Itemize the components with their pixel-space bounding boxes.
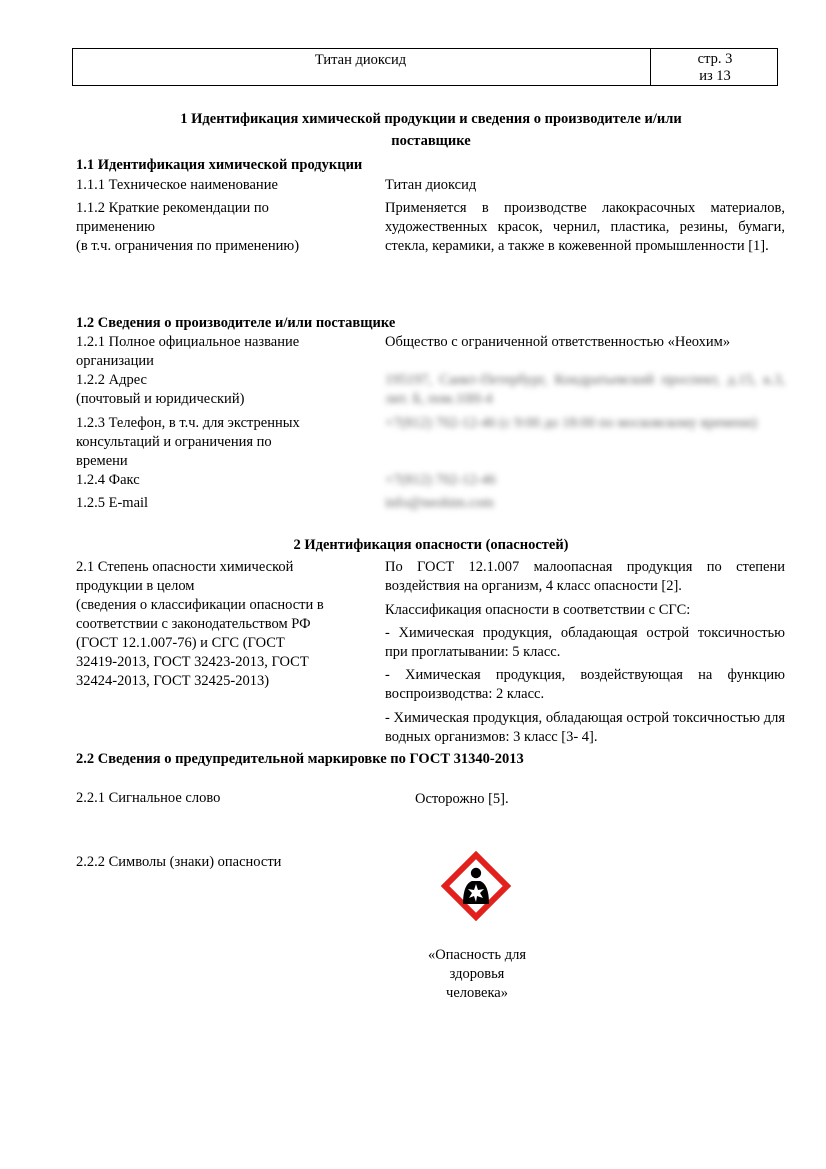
row-1-1-1-label: 1.1.1 Техническое наименование [76,177,278,193]
section1-title-line1: 1 Идентификация химической продукции и сведения о производителе и/или [180,111,682,127]
row-1-2-5-value: info@neohim.com [385,495,494,511]
row-2-2-1-label: 2.2.1 Сигнальное слово [76,790,221,806]
row-1-1-2-label [76,199,366,256]
row-2-1-label-line5: (ГОСТ 12.1.007-76) и СГС (ГОСТ [76,635,285,651]
pictogram-caption [412,946,542,1003]
pictogram-caption-line2: здоровья [449,966,505,982]
row-2-1-value-p5: - Химическая продукция, обладающая острой токсичностью для водных организмов: 3 класс [3- 4]. [385,710,785,745]
subsection-2-2-title: 2.2 Сведения о предупредительной маркировке по ГОСТ 31340-2013 [76,751,524,767]
row-2-1-value-p2: Классификация опасности в соответствии с СГС: [385,602,691,618]
pictogram-caption-line1: «Опасность для [427,947,527,963]
row-1-2-4-label: 1.2.4 Факс [76,472,140,488]
section1-title-line2: поставщике [391,133,471,149]
row-2-1-label-line7: 32424-2013, ГОСТ 32425-2013) [76,673,270,689]
row-2-1-label-line6: 32419-2013, ГОСТ 32423-2013, ГОСТ [76,654,309,670]
health-hazard-pictogram-icon [441,851,511,921]
row-2-1-value-p4: - Химическая продукция, воздействующая на функцию воспроизводства: 2 класс. [385,667,785,702]
row-2-1-value-p3: - Химическая продукция, обладающая острой токсичностью при проглатывании: 5 класс. [385,625,785,660]
row-2-1-label-line4: соответствии с законодательством РФ [76,616,311,632]
row-1-2-1-label [76,333,366,371]
header-table [72,48,778,86]
row-1-1-2-value: Применяется в производстве лакокрасочных материалов, художественных красок, чернил, пластика, резины, бумаги, стекла, керамики, а также в кожевенной промышленности [1]. [385,200,785,254]
row-1-1-2-label-line3: (в т.ч. ограничения по применению) [76,238,300,254]
row-1-2-1-value: Общество с ограниченной ответственностью «Неохим» [385,334,731,350]
row-1-2-3-value: +7(812) 702-12-46 (с 9:00 до 18:00 по московскому времени) [385,415,758,431]
section2-title: 2 Идентификация опасности (опасностей) [293,537,569,553]
row-1-2-2-label-line1: 1.2.2 Адрес [76,372,147,388]
pictogram-caption-line3: человека» [446,985,508,1001]
row-1-1-2-label-line2: применению [76,219,155,235]
row-2-1-label-line3: (сведения о классификации опасности в [76,597,324,613]
row-2-1-label [76,558,366,691]
signal-word: Осторожно [5]. [415,791,509,807]
subsection-1-2-title: 1.2 Сведения о производителе и/или поставщике [76,315,396,331]
row-1-2-3-label-line3: времени [76,453,128,469]
row-2-1-label-line1: 2.1 Степень опасности химической [76,559,294,575]
row-1-2-3-label-line2: консультаций и ограничения по [76,434,272,450]
row-1-2-2-label-line2: (почтовый и юридический) [76,391,245,407]
row-2-1-label-line2: продукции в целом [76,578,195,594]
page-number: стр. 3 [697,51,733,67]
page-counter [651,51,779,85]
row-1-2-3-label [76,414,366,471]
row-1-2-2-value: 195197, Санкт-Петербург, Кондратьевский проспект, д.15, к.3, лит. Б, пом.10Н-4 [385,372,785,407]
row-1-1-1-value: Титан диоксид [385,177,477,193]
row-1-2-1-label-line2: организации [76,353,154,369]
row-2-1-value-p1: По ГОСТ 12.1.007 малоопасная продукция по степени воздействия на организм, 4 класс опасности [2]. [385,559,785,594]
row-1-2-4-value: +7(812) 702-12-46 [385,472,496,488]
row-1-2-2-label [76,371,366,409]
subsection-1-1-title: 1.1 Идентификация химической продукции [76,157,363,173]
section1-title [76,110,786,151]
row-1-2-5-label: 1.2.5 E-mail [76,495,149,511]
row-1-1-2-label-line1: 1.1.2 Краткие рекомендации по [76,200,269,216]
header-title: Титан диоксид [314,52,407,68]
row-2-2-2-label: 2.2.2 Символы (знаки) опасности [76,854,282,870]
page-total: из 13 [699,68,731,84]
row-1-2-3-label-line1: 1.2.3 Телефон, в т.ч. для экстренных [76,415,300,431]
row-1-2-1-label-line1: 1.2.1 Полное официальное название [76,334,300,350]
